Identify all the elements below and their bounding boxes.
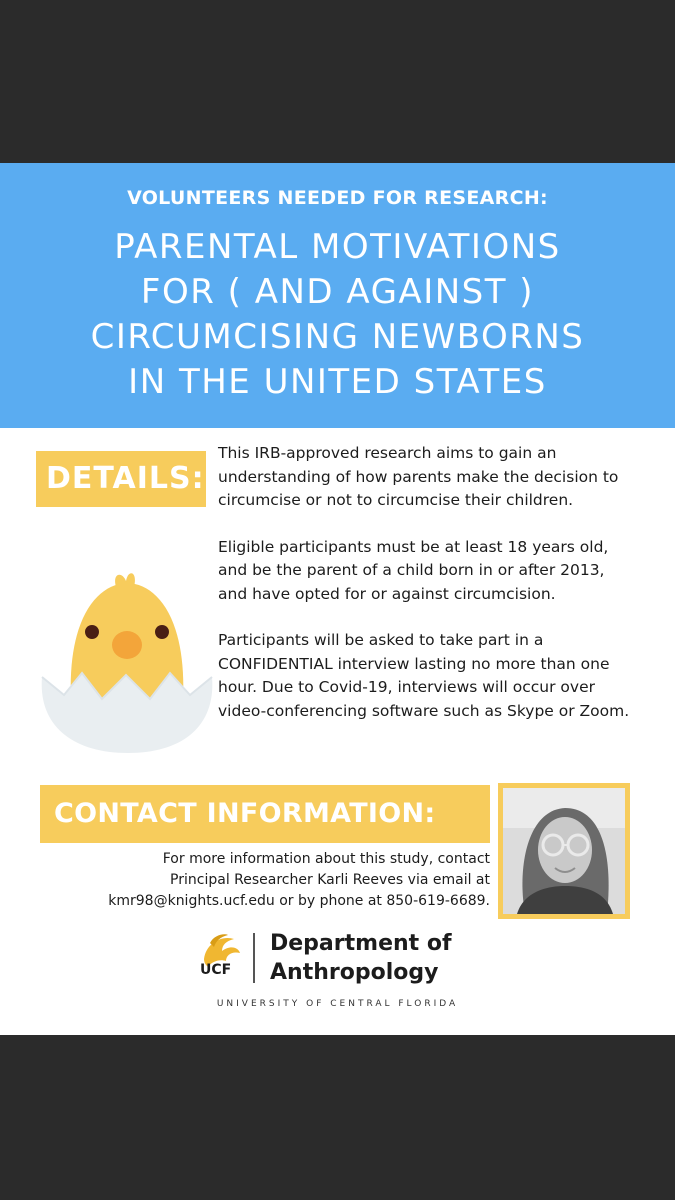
details-paragraph: This IRB-approved research aims to gain an understanding of how parents make the decision to circumcise or not to circumcise their children.	[218, 444, 619, 509]
bottom-dark-bar	[0, 1035, 675, 1200]
contact-information-label: CONTACT INFORMATION:	[40, 785, 490, 843]
header-title-line: FOR ( AND AGAINST )	[140, 272, 535, 312]
header-title-line: IN THE UNITED STATES	[128, 362, 547, 402]
ucf-wordmark: UCF	[200, 962, 232, 978]
logo-divider	[253, 933, 255, 983]
details-label: DETAILS:	[36, 451, 206, 507]
university-name: UNIVERSITY OF CENTRAL FLORIDA	[216, 999, 459, 1009]
department-name-line: Department of	[270, 931, 452, 956]
chick-beak-icon	[112, 631, 142, 659]
hatching-chick-illustration	[34, 565, 219, 755]
eggshell-icon	[42, 673, 213, 753]
contact-line: Principal Researcher Karli Reeves via email at	[170, 872, 490, 888]
contact-line: For more information about this study, contact	[162, 851, 490, 867]
chick-eye-icon	[155, 625, 169, 639]
header-subtitle: VOLUNTEERS NEEDED FOR RESEARCH:	[127, 187, 548, 209]
header-title-line: PARENTAL MOTIVATIONS	[114, 227, 561, 267]
researcher-photo	[503, 788, 625, 914]
department-name	[270, 929, 452, 987]
header-title	[0, 225, 675, 405]
department-name-line: Anthropology	[270, 960, 439, 985]
details-body	[218, 442, 638, 746]
research-flyer	[0, 163, 675, 1035]
contact-line: kmr98@knights.ucf.edu or by phone at 850-619-6689.	[108, 893, 490, 909]
researcher-photo-frame	[498, 783, 630, 919]
contact-body	[60, 849, 490, 912]
header-title-line: CIRCUMCISING NEWBORNS	[90, 317, 585, 357]
chick-tuft-icon	[115, 573, 135, 587]
chick-eye-icon	[85, 625, 99, 639]
header-banner	[0, 163, 675, 428]
details-paragraph: Eligible participants must be at least 18 years old, and be the parent of a child born in or after 2013, and have opted for or against circumcision.	[218, 537, 609, 603]
top-dark-bar	[0, 0, 675, 163]
details-paragraph: Participants will be asked to take part in a CONFIDENTIAL interview lasting no more than one hour. Due to Covid-19, interviews will occur over video-conferencing software such as Skype or Zoom.	[218, 631, 630, 720]
